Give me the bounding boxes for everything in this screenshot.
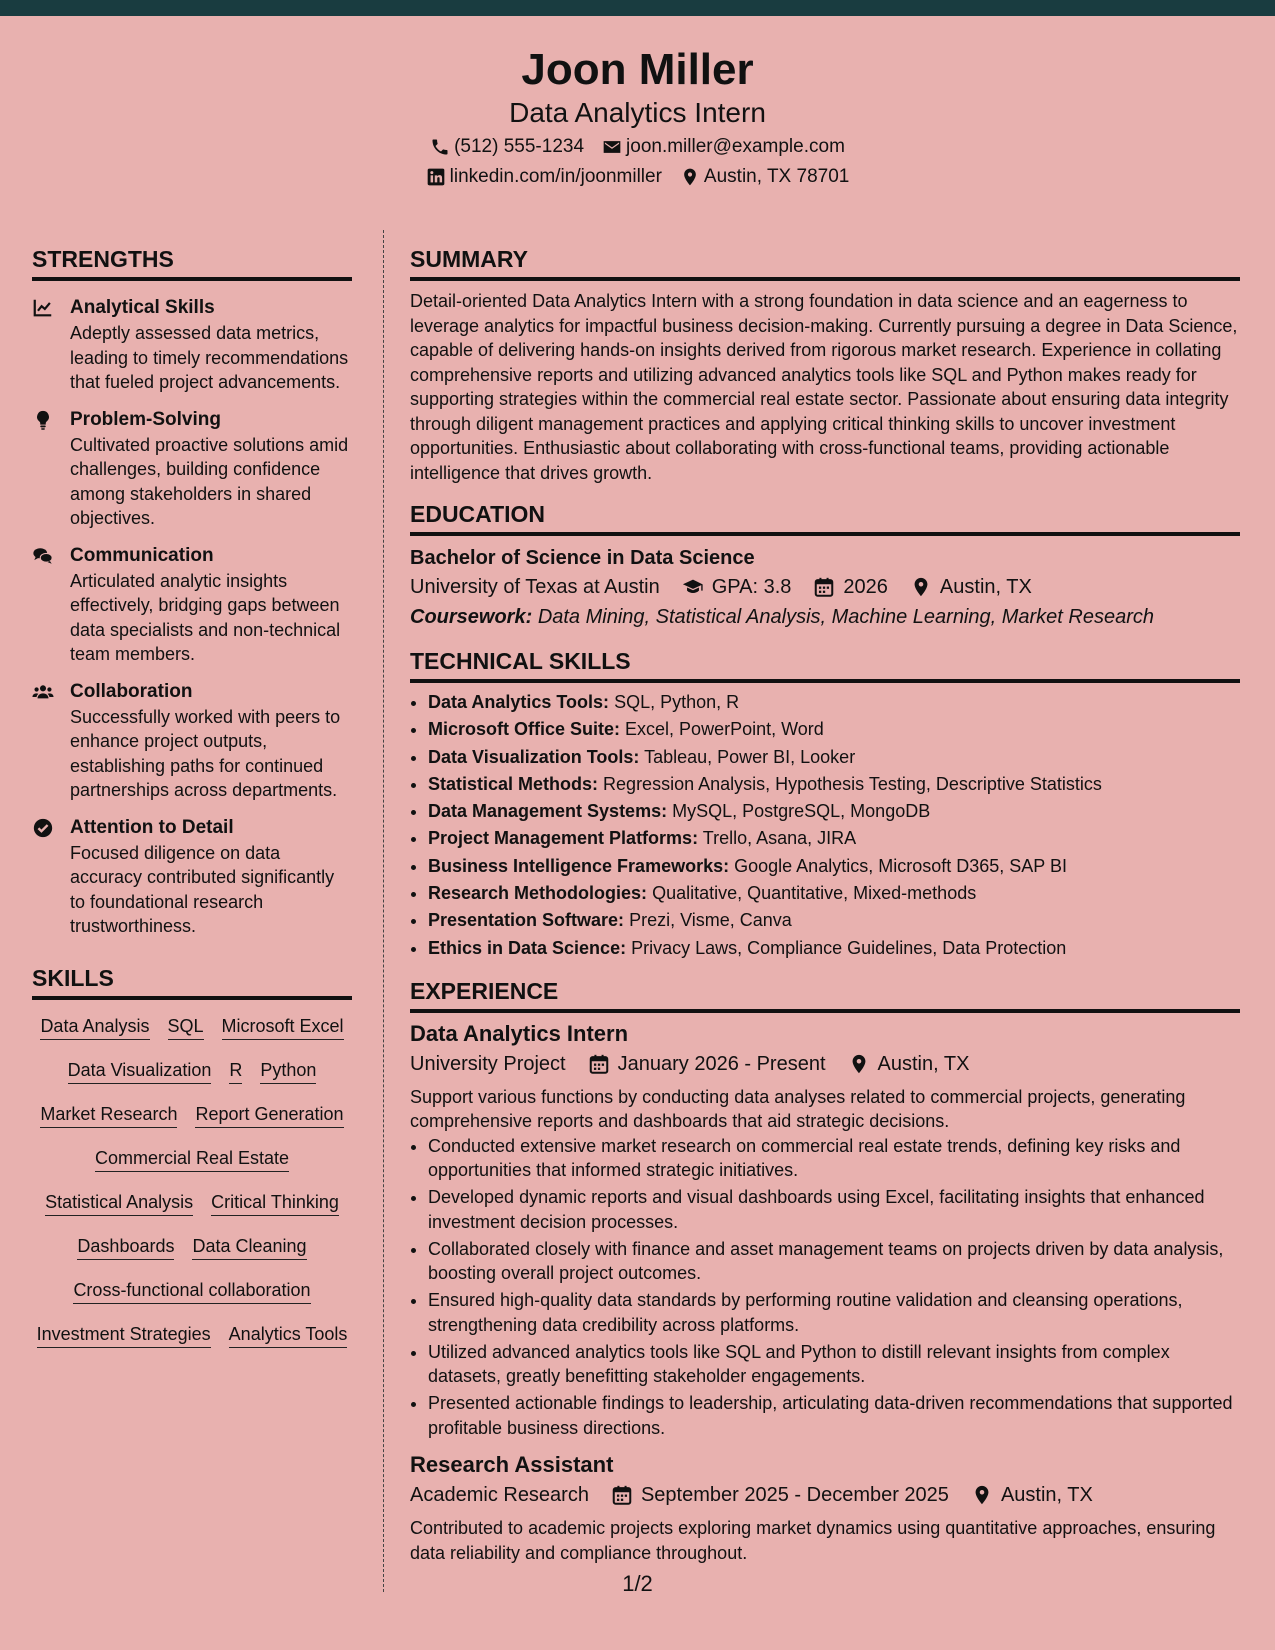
skill-tag: Analytics Tools (229, 1322, 348, 1348)
job-bullets (410, 1134, 1240, 1441)
tech-label: Data Analytics Tools: (428, 692, 610, 712)
job-dates: September 2025 - December 2025 (640, 1484, 949, 1507)
tech-value: Regression Analysis, Hypothesis Testing, Descriptive Statistics (603, 773, 1102, 794)
phone-contact (430, 134, 584, 160)
map-pin-icon (680, 167, 700, 187)
strength-title: Attention to Detail (70, 816, 234, 838)
lightbulb-icon (32, 409, 54, 431)
skill-tag: Dashboards (77, 1234, 174, 1260)
education-heading: EDUCATION (410, 499, 1240, 536)
strength-desc: Adeptly assessed data metrics, leading to timely recommendations that fueled project advancements. (70, 323, 349, 392)
list-item (428, 880, 1240, 907)
technical-skills-heading: TECHNICAL SKILLS (410, 646, 1240, 683)
skill-tag: Data Cleaning (192, 1234, 306, 1260)
top-bar (0, 0, 1275, 16)
strength-item (32, 543, 352, 667)
job-org: Academic Research (410, 1484, 589, 1507)
degree-title: Bachelor of Science in Data Science (410, 547, 755, 569)
list-item: • Presented actionable findings to leadership, articulating data-driven recommendations that supported profitable business directions. (428, 1391, 1240, 1440)
calendar-icon (611, 1484, 633, 1506)
tech-value: Excel, PowerPoint, Word (625, 719, 824, 740)
tech-value: Prezi, Visme, Canva (629, 910, 792, 931)
tech-label: Business Intelligence Frameworks: (428, 855, 730, 876)
summary-text: Detail-oriented Data Analytics Intern with a strong foundation in data science and an eagerness to leverage analytics for impactful business decision-making. Currently pursuing a degree in Data Science, capable of delivering hands-on insights derived from rigorous market research. Experience in collating comprehensive reports and utilizing advanced analytics tools like SQL and Python makes ready for supporting strategies within the commercial real estate sector. Passionate about ensuring data integrity through diligent management practices and applying critical thinking skills to uncover investment opportunities. Enthusiastic about collaborating with cross-functional teams, providing actionable intelligence that drives growth. (410, 291, 1238, 483)
users-icon (32, 681, 54, 703)
list-item (428, 716, 1240, 743)
column-divider (383, 230, 384, 1592)
tech-label: Ethics in Data Science: (428, 937, 627, 958)
graduation-cap-icon (682, 576, 704, 598)
skill-tag: Critical Thinking (211, 1190, 339, 1216)
linkedin-text: linkedin.com/in/joonmiller (449, 166, 662, 187)
tech-label: Data Visualization Tools: (428, 746, 640, 767)
page-number: 1/2 (622, 1571, 653, 1596)
tech-value: SQL, Python, R (614, 692, 740, 712)
strengths-heading: STRENGTHS (32, 244, 352, 281)
tech-label: Statistical Methods: (428, 773, 599, 794)
location-text: Austin, TX 78701 (703, 166, 850, 187)
strength-desc: Focused diligence on data accuracy contributed significantly to foundational research trustworthiness. (70, 842, 335, 936)
left-column (32, 244, 352, 1348)
school-name: University of Texas at Austin (410, 576, 660, 598)
experience-heading: EXPERIENCE (410, 976, 1240, 1013)
line-chart-icon (32, 297, 54, 319)
phone-icon (430, 137, 450, 157)
list-item (428, 744, 1240, 771)
tech-value: Privacy Laws, Compliance Guidelines, Data Protection (631, 937, 1067, 958)
location-contact (680, 164, 849, 190)
candidate-role: Data Analytics Intern (509, 97, 766, 128)
contact-row-1 (0, 134, 1275, 160)
strength-desc: Cultivated proactive solutions amid challenges, building confidence among stakeholders in shared objectives. (70, 434, 349, 528)
job-org: University Project (410, 1052, 566, 1075)
tech-value: Trello, Asana, JIRA (702, 828, 857, 849)
tech-value: Google Analytics, Microsoft D365, SAP BI (734, 855, 1067, 876)
coursework-label: Coursework: (410, 606, 533, 628)
skill-tag: SQL (168, 1014, 204, 1040)
list-item (428, 853, 1240, 880)
strength-title: Problem-Solving (70, 408, 221, 430)
strength-title: Communication (70, 544, 214, 566)
map-pin-icon (848, 1053, 870, 1075)
list-item (428, 798, 1240, 825)
skill-tag: Market Research (40, 1102, 177, 1128)
list-item (428, 907, 1240, 934)
strength-desc: Articulated analytic insights effectively, bridging gaps between data specialists and non-technical team members. (70, 570, 341, 664)
list-item (428, 935, 1240, 962)
skills-heading: SKILLS (32, 963, 352, 1000)
skill-tag: Data Analysis (40, 1014, 149, 1040)
education-meta (410, 572, 1240, 602)
skill-tag: Cross-functional collaboration (73, 1278, 310, 1304)
linkedin-contact[interactable] (426, 164, 662, 190)
strength-title: Analytical Skills (70, 297, 215, 318)
skill-tag: Python (260, 1058, 316, 1084)
skill-tag: Investment Strategies (37, 1322, 211, 1348)
comments-icon (32, 545, 54, 567)
job-title: Data Analytics Intern (410, 1020, 629, 1046)
skill-tag: Statistical Analysis (45, 1190, 193, 1216)
job-meta (410, 1480, 1240, 1510)
email-contact[interactable] (602, 134, 845, 160)
summary-heading: SUMMARY (410, 244, 1240, 281)
coursework-text: Data Mining, Statistical Analysis, Machine Learning, Market Research (537, 606, 1155, 628)
envelope-icon (602, 137, 622, 157)
skill-tag: Commercial Real Estate (95, 1146, 289, 1172)
job-dates: January 2026 - Present (617, 1052, 826, 1075)
list-item: • Collaborated closely with finance and asset management teams on projects driven by data analysis, boosting overall project outcomes. (428, 1237, 1240, 1286)
strength-item (32, 295, 352, 395)
coursework-line (410, 602, 1240, 632)
right-column (410, 244, 1240, 1565)
list-item: • Conducted extensive market research on commercial real estate trends, defining key risks and opportunities that informed strategic initiatives. (428, 1134, 1240, 1183)
strength-item (32, 815, 352, 939)
list-item (428, 771, 1240, 798)
list-item: • Utilized advanced analytics tools like SQL and Python to distill relevant insights from complex datasets, greatly benefitting stakeholder engagements. (428, 1340, 1240, 1389)
strength-desc: Successfully worked with peers to enhance project outputs, establishing paths for continued partnerships across departments. (70, 706, 341, 800)
tech-value: Qualitative, Quantitative, Mixed-methods (652, 883, 977, 904)
email-text: joon.miller@example.com (626, 136, 845, 157)
resume-header (0, 16, 1275, 204)
list-item (428, 689, 1240, 716)
calendar-icon (588, 1053, 610, 1075)
skill-tag: R (229, 1058, 242, 1084)
tech-label: Data Management Systems: (428, 801, 668, 822)
job-description: Support various functions by conducting data analyses related to commercial projects, generating comprehensive reports and dashboards that aid strategic decisions. (410, 1086, 1186, 1132)
tech-label: Microsoft Office Suite: (428, 719, 621, 740)
job-description: Contributed to academic projects exploring market dynamics using quantitative approaches, ensuring data reliability and compliance throughout. (410, 1518, 1216, 1563)
graduation-year: 2026 (843, 576, 888, 598)
job-meta (410, 1049, 1240, 1079)
list-item: • Ensured high-quality data standards by performing routine validation and cleansing operations, strengthening data credibility across platforms. (428, 1288, 1240, 1337)
education-location: Austin, TX (939, 576, 1032, 598)
tech-label: Research Methodologies: (428, 883, 648, 904)
job-location: Austin, TX (1000, 1484, 1093, 1507)
job-location: Austin, TX (877, 1052, 970, 1075)
phone-text: (512) 555-1234 (454, 136, 585, 157)
calendar-icon (813, 576, 835, 598)
skill-tag: Microsoft Excel (222, 1014, 344, 1040)
strength-title: Collaboration (70, 680, 193, 702)
technical-skills-list (410, 689, 1240, 962)
list-item: • Developed dynamic reports and visual dashboards using Excel, facilitating insights that enhanced investment decision processes. (428, 1185, 1240, 1234)
strength-item (32, 407, 352, 531)
contact-row-2 (0, 164, 1275, 190)
map-pin-icon (971, 1484, 993, 1506)
skills-list (32, 1014, 352, 1348)
list-item (428, 825, 1240, 852)
strength-item (32, 679, 352, 803)
tech-value: Tableau, Power BI, Looker (644, 746, 856, 767)
job-title: Research Assistant (410, 1452, 614, 1478)
gpa-text: GPA: 3.8 (711, 576, 792, 598)
map-pin-icon (910, 576, 932, 598)
tech-label: Presentation Software: (428, 910, 625, 931)
tech-value: MySQL, PostgreSQL, MongoDB (672, 801, 931, 822)
skill-tag: Report Generation (195, 1102, 343, 1128)
candidate-name: Joon Miller (521, 45, 754, 94)
skill-tag: Data Visualization (68, 1058, 212, 1084)
linkedin-icon (426, 167, 446, 187)
check-circle-icon (32, 817, 54, 839)
tech-label: Project Management Platforms: (428, 828, 699, 849)
